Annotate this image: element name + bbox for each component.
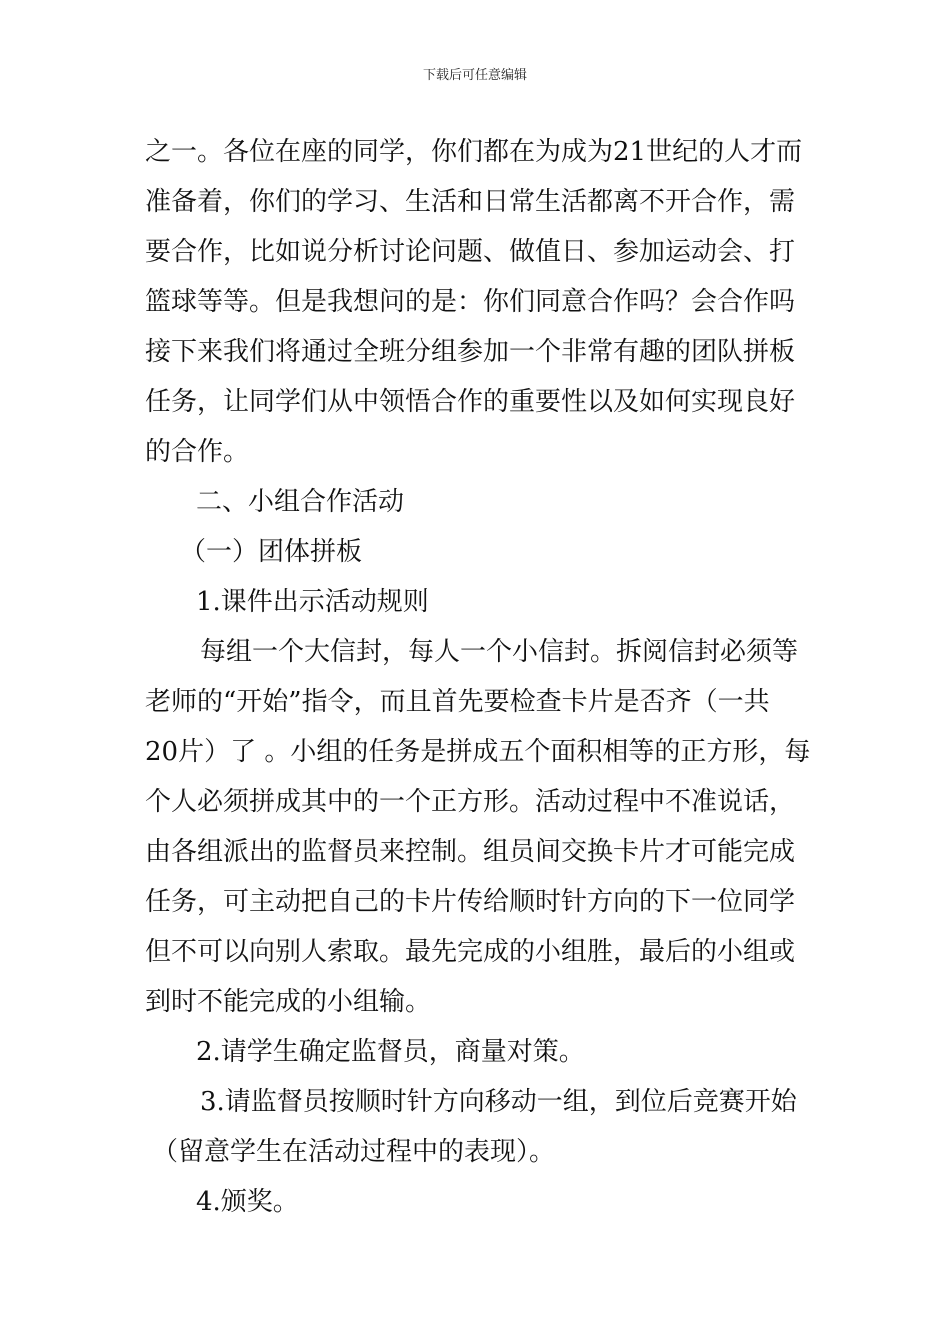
paragraph-line: 的合作。 [145, 437, 250, 467]
paragraph-line: 任务，让同学们从中领悟合作的重要性以及如何实现良好 [145, 387, 796, 417]
numbered-item: 1.课件出示活动规则 [196, 587, 429, 617]
numbered-item: 2.请学生确定监督员，商量对策。 [196, 1037, 585, 1067]
numbered-item: 4.颁奖。 [196, 1187, 299, 1217]
subsection-heading: （一）团体拼板 [180, 537, 363, 567]
paragraph-line: 到时不能完成的小组输。 [145, 987, 432, 1017]
paragraph-line: 要合作，比如说分析讨论问题、做值日、参加运动会、打 [145, 237, 796, 267]
paragraph-line: 篮球等等。但是我想问的是：你们同意合作吗？会合作吗 [145, 287, 796, 317]
numbered-item: 3.请监督员按顺时针方向移动一组，到位后竞赛开始 [200, 1087, 797, 1117]
paragraph-line: 个人必须拼成其中的一个正方形。活动过程中不准说话， [145, 787, 796, 817]
paragraph-line: 老师的“开始”指令，而且首先要检查卡片是否齐（一共 [145, 687, 770, 717]
paragraph-line: 每组一个大信封，每人一个小信封。拆阅信封必须等 [200, 637, 799, 667]
paragraph-line: 但不可以向别人索取。最先完成的小组胜，最后的小组或 [145, 937, 796, 967]
section-heading: 二、小组合作活动 [196, 487, 405, 517]
paragraph-line: 任务，可主动把自己的卡片传给顺时针方向的下一位同学 [145, 887, 796, 917]
paragraph-line: 接下来我们将通过全班分组参加一个非常有趣的团队拼板 [145, 337, 796, 367]
paragraph-line: 20片）了 。小组的任务是拼成五个面积相等的正方形，每 [145, 737, 811, 767]
page-header: 下载后可任意编辑 [422, 68, 527, 83]
paragraph-line: 之一。各位在座的同学，你们都在为成为21世纪的人才而 [145, 137, 803, 167]
paragraph-line: 由各组派出的监督员来控制。组员间交换卡片才可能完成 [145, 837, 796, 867]
paragraph-line: （留意学生在活动过程中的表现）。 [152, 1137, 556, 1167]
paragraph-line: 准备着，你们的学习、生活和日常生活都离不开合作，需 [145, 187, 796, 217]
